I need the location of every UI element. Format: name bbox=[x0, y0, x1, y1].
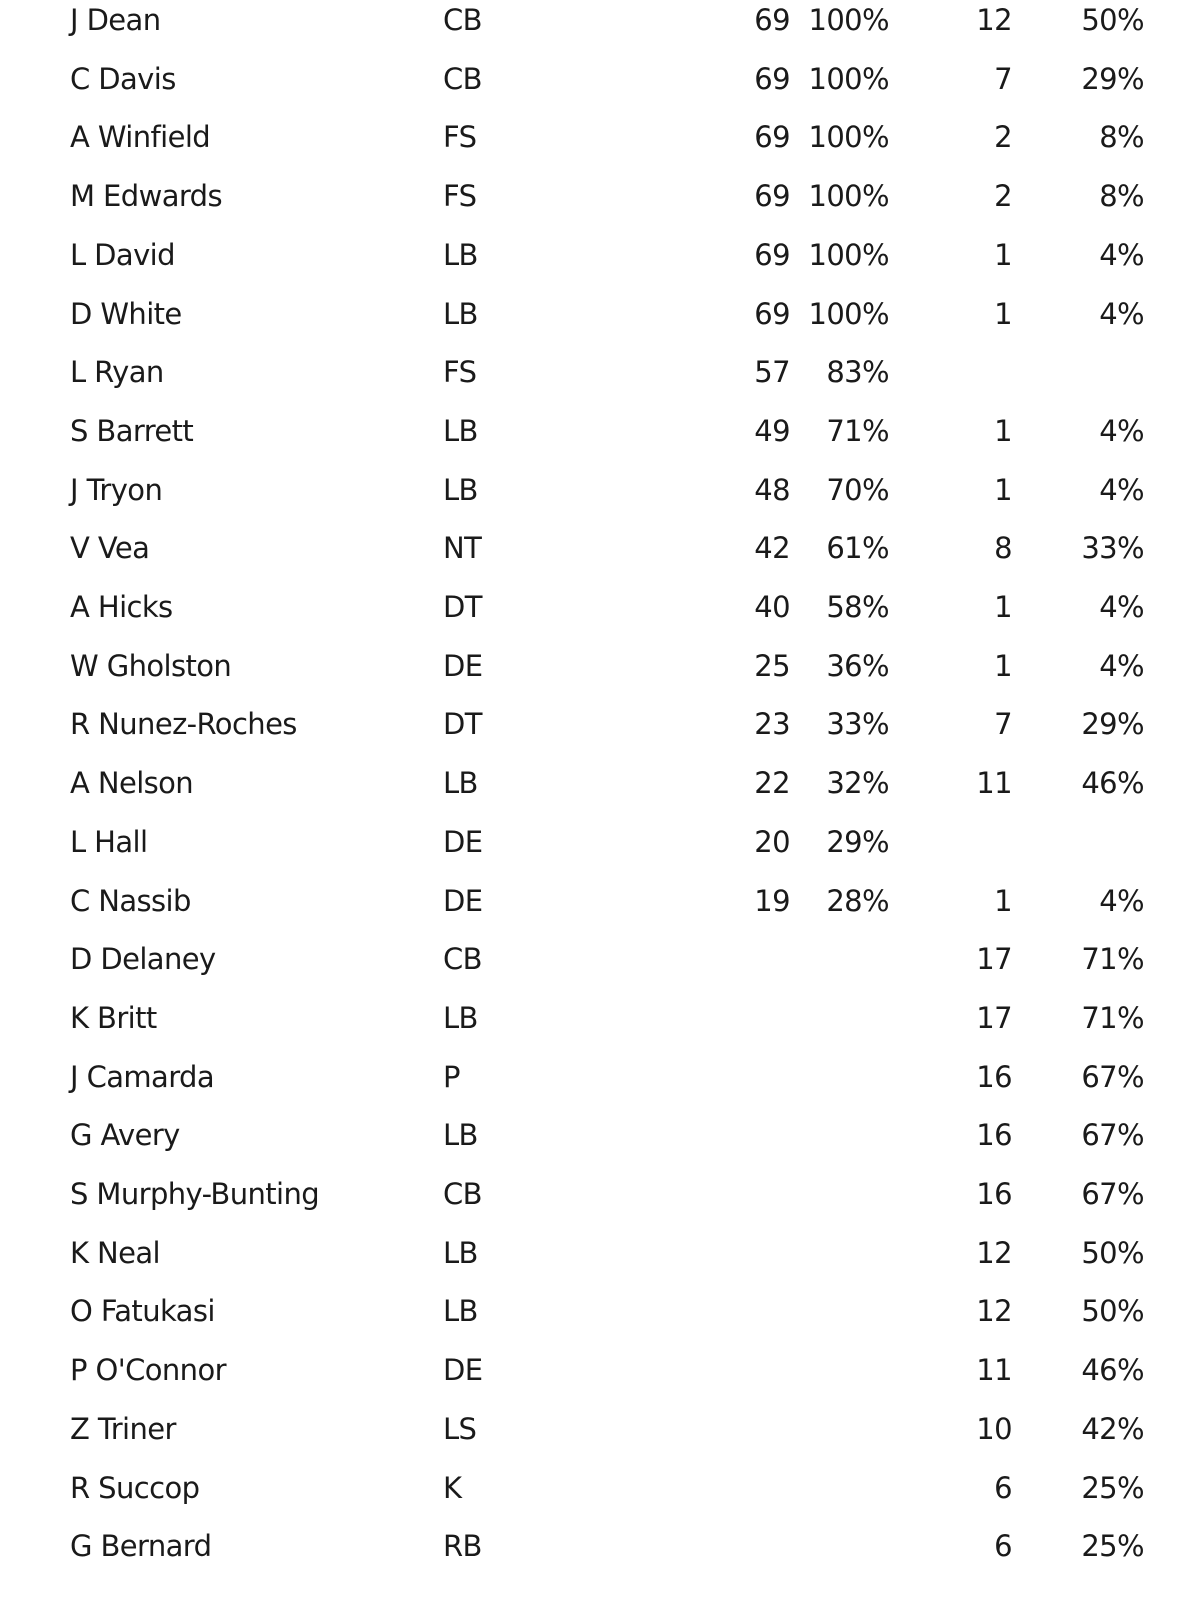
special-teams-snap-pct: 4% bbox=[1099, 413, 1144, 448]
position: CB bbox=[443, 61, 482, 96]
defense-snap-pct: 100% bbox=[808, 120, 889, 155]
table-row bbox=[0, 1526, 1200, 1584]
position: FS bbox=[443, 355, 477, 390]
table-row bbox=[0, 1350, 1200, 1408]
special-teams-snap-pct: 46% bbox=[1081, 1353, 1144, 1388]
position: CB bbox=[443, 1177, 482, 1211]
defense-snaps: 69 bbox=[754, 61, 790, 96]
special-teams-snaps: 1 bbox=[994, 296, 1012, 331]
table-row bbox=[0, 1233, 1200, 1291]
special-teams-snaps: 17 bbox=[976, 1000, 1012, 1035]
special-teams-snaps: 10 bbox=[976, 1411, 1012, 1446]
special-teams-snaps: 7 bbox=[994, 707, 1012, 742]
table-row bbox=[0, 528, 1200, 586]
special-teams-snap-pct: 71% bbox=[1081, 942, 1144, 977]
special-teams-snaps: 6 bbox=[994, 1529, 1012, 1564]
special-teams-snap-pct: 4% bbox=[1099, 590, 1144, 624]
defense-snaps: 40 bbox=[754, 590, 790, 624]
special-teams-snaps: 1 bbox=[994, 590, 1012, 624]
player-name: O Fatukasi bbox=[70, 1294, 215, 1329]
player-name: D Delaney bbox=[70, 942, 216, 977]
position: LS bbox=[443, 1411, 477, 1446]
special-teams-snap-pct: 4% bbox=[1099, 472, 1144, 507]
special-teams-snaps: 12 bbox=[976, 1235, 1012, 1270]
position: NT bbox=[443, 531, 482, 566]
special-teams-snap-pct: 50% bbox=[1081, 1235, 1144, 1270]
player-name: L David bbox=[70, 237, 175, 272]
special-teams-snaps: 2 bbox=[994, 120, 1012, 155]
special-teams-snap-pct: 29% bbox=[1081, 707, 1144, 742]
special-teams-snap-pct: 42% bbox=[1081, 1411, 1144, 1446]
defense-snaps: 69 bbox=[754, 3, 790, 37]
defense-snaps: 48 bbox=[754, 472, 790, 507]
player-name: A Winfield bbox=[70, 120, 211, 155]
table-row bbox=[0, 235, 1200, 293]
special-teams-snaps: 1 bbox=[994, 237, 1012, 272]
player-name: W Gholston bbox=[70, 648, 232, 683]
player-name: C Davis bbox=[70, 61, 176, 96]
special-teams-snap-pct: 67% bbox=[1081, 1118, 1144, 1153]
defense-snaps: 57 bbox=[754, 355, 790, 390]
special-teams-snaps: 12 bbox=[976, 3, 1012, 37]
defense-snaps: 20 bbox=[754, 824, 790, 859]
special-teams-snaps: 1 bbox=[994, 648, 1012, 683]
player-name: K Neal bbox=[70, 1235, 160, 1270]
table-row bbox=[0, 1409, 1200, 1467]
position: LB bbox=[443, 237, 478, 272]
special-teams-snap-pct: 25% bbox=[1081, 1470, 1144, 1505]
table-row bbox=[0, 352, 1200, 410]
defense-snaps: 69 bbox=[754, 179, 790, 214]
player-name: K Britt bbox=[70, 1000, 157, 1035]
defense-snaps: 19 bbox=[754, 883, 790, 918]
table-row bbox=[0, 0, 1200, 58]
player-name: Z Triner bbox=[70, 1411, 176, 1446]
position: LB bbox=[443, 1118, 478, 1153]
special-teams-snap-pct: 4% bbox=[1099, 237, 1144, 272]
player-name: L Ryan bbox=[70, 355, 164, 390]
player-name: C Nassib bbox=[70, 883, 191, 918]
position: LB bbox=[443, 1294, 478, 1329]
defense-snap-pct: 33% bbox=[826, 707, 889, 742]
position: LB bbox=[443, 766, 478, 801]
position: LB bbox=[443, 1000, 478, 1035]
table-row bbox=[0, 646, 1200, 704]
position: DE bbox=[443, 1353, 483, 1388]
table-row bbox=[0, 411, 1200, 469]
table-row bbox=[0, 998, 1200, 1056]
special-teams-snaps: 11 bbox=[976, 1353, 1012, 1388]
defense-snap-pct: 100% bbox=[808, 296, 889, 331]
defense-snaps: 69 bbox=[754, 296, 790, 331]
position: K bbox=[443, 1470, 462, 1505]
player-name: J Dean bbox=[70, 3, 161, 37]
position: LB bbox=[443, 472, 478, 507]
player-name: S Murphy-Bunting bbox=[70, 1177, 320, 1211]
player-name: A Hicks bbox=[70, 590, 173, 624]
special-teams-snap-pct: 50% bbox=[1081, 1294, 1144, 1329]
defense-snap-pct: 29% bbox=[826, 824, 889, 859]
position: LB bbox=[443, 1235, 478, 1270]
table-row bbox=[0, 704, 1200, 762]
player-name: G Bernard bbox=[70, 1529, 212, 1564]
position: FS bbox=[443, 179, 477, 214]
table-row bbox=[0, 1115, 1200, 1173]
special-teams-snaps: 1 bbox=[994, 472, 1012, 507]
table-row bbox=[0, 587, 1200, 645]
position: RB bbox=[443, 1529, 482, 1564]
table-row bbox=[0, 1174, 1200, 1232]
table-row bbox=[0, 1057, 1200, 1115]
table-row bbox=[0, 470, 1200, 528]
player-name: L Hall bbox=[70, 824, 148, 859]
special-teams-snaps: 8 bbox=[994, 531, 1012, 566]
special-teams-snaps: 16 bbox=[976, 1118, 1012, 1153]
table-row bbox=[0, 59, 1200, 117]
defense-snap-pct: 70% bbox=[826, 472, 889, 507]
special-teams-snap-pct: 4% bbox=[1099, 883, 1144, 918]
table-row bbox=[0, 294, 1200, 352]
player-name: V Vea bbox=[70, 531, 150, 566]
special-teams-snaps: 1 bbox=[994, 413, 1012, 448]
position: CB bbox=[443, 942, 482, 977]
defense-snap-pct: 32% bbox=[826, 766, 889, 801]
position: DE bbox=[443, 648, 483, 683]
player-name: P O'Connor bbox=[70, 1353, 226, 1388]
special-teams-snap-pct: 4% bbox=[1099, 296, 1144, 331]
table-row bbox=[0, 117, 1200, 175]
defense-snap-pct: 83% bbox=[826, 355, 889, 390]
special-teams-snap-pct: 46% bbox=[1081, 766, 1144, 801]
position: FS bbox=[443, 120, 477, 155]
defense-snaps: 49 bbox=[754, 413, 790, 448]
special-teams-snaps: 16 bbox=[976, 1177, 1012, 1211]
special-teams-snaps: 1 bbox=[994, 883, 1012, 918]
defense-snap-pct: 58% bbox=[826, 590, 889, 624]
defense-snaps: 23 bbox=[754, 707, 790, 742]
player-name: D White bbox=[70, 296, 182, 331]
special-teams-snap-pct: 25% bbox=[1081, 1529, 1144, 1564]
table-row bbox=[0, 881, 1200, 939]
defense-snaps: 25 bbox=[754, 648, 790, 683]
position: P bbox=[443, 1059, 460, 1094]
defense-snaps: 69 bbox=[754, 120, 790, 155]
table-row bbox=[0, 763, 1200, 821]
position: LB bbox=[443, 296, 478, 331]
defense-snap-pct: 36% bbox=[826, 648, 889, 683]
defense-snaps: 42 bbox=[754, 531, 790, 566]
defense-snap-pct: 100% bbox=[808, 237, 889, 272]
table-row bbox=[0, 176, 1200, 234]
position: DT bbox=[443, 707, 482, 742]
special-teams-snap-pct: 33% bbox=[1081, 531, 1144, 566]
special-teams-snap-pct: 67% bbox=[1081, 1177, 1144, 1211]
table-row bbox=[0, 1468, 1200, 1526]
defense-snaps: 22 bbox=[754, 766, 790, 801]
defense-snap-pct: 100% bbox=[808, 3, 889, 37]
special-teams-snap-pct: 67% bbox=[1081, 1059, 1144, 1094]
position: LB bbox=[443, 413, 478, 448]
player-name: G Avery bbox=[70, 1118, 180, 1153]
player-name: S Barrett bbox=[70, 413, 194, 448]
special-teams-snap-pct: 8% bbox=[1099, 120, 1144, 155]
player-name: J Camarda bbox=[70, 1059, 215, 1094]
defense-snap-pct: 71% bbox=[826, 413, 889, 448]
special-teams-snap-pct: 50% bbox=[1081, 3, 1144, 37]
special-teams-snaps: 16 bbox=[976, 1059, 1012, 1094]
position: CB bbox=[443, 3, 482, 37]
player-name: R Succop bbox=[70, 1470, 200, 1505]
special-teams-snap-pct: 29% bbox=[1081, 61, 1144, 96]
defense-snap-pct: 100% bbox=[808, 61, 889, 96]
special-teams-snaps: 11 bbox=[976, 766, 1012, 801]
player-name: M Edwards bbox=[70, 179, 222, 214]
table-row bbox=[0, 1291, 1200, 1349]
table-row bbox=[0, 939, 1200, 997]
special-teams-snaps: 12 bbox=[976, 1294, 1012, 1329]
special-teams-snap-pct: 8% bbox=[1099, 179, 1144, 214]
defense-snap-pct: 100% bbox=[808, 179, 889, 214]
player-name: A Nelson bbox=[70, 766, 194, 801]
defense-snap-pct: 61% bbox=[826, 531, 889, 566]
player-name: R Nunez-Roches bbox=[70, 707, 297, 742]
defense-snaps: 69 bbox=[754, 237, 790, 272]
player-name: J Tryon bbox=[70, 472, 163, 507]
position: DT bbox=[443, 590, 482, 624]
position: DE bbox=[443, 824, 483, 859]
special-teams-snaps: 7 bbox=[994, 61, 1012, 96]
special-teams-snaps: 2 bbox=[994, 179, 1012, 214]
defense-snap-pct: 28% bbox=[826, 883, 889, 918]
special-teams-snaps: 6 bbox=[994, 1470, 1012, 1505]
special-teams-snaps: 17 bbox=[976, 942, 1012, 977]
special-teams-snap-pct: 71% bbox=[1081, 1000, 1144, 1035]
table-row bbox=[0, 822, 1200, 880]
special-teams-snap-pct: 4% bbox=[1099, 648, 1144, 683]
position: DE bbox=[443, 883, 483, 918]
